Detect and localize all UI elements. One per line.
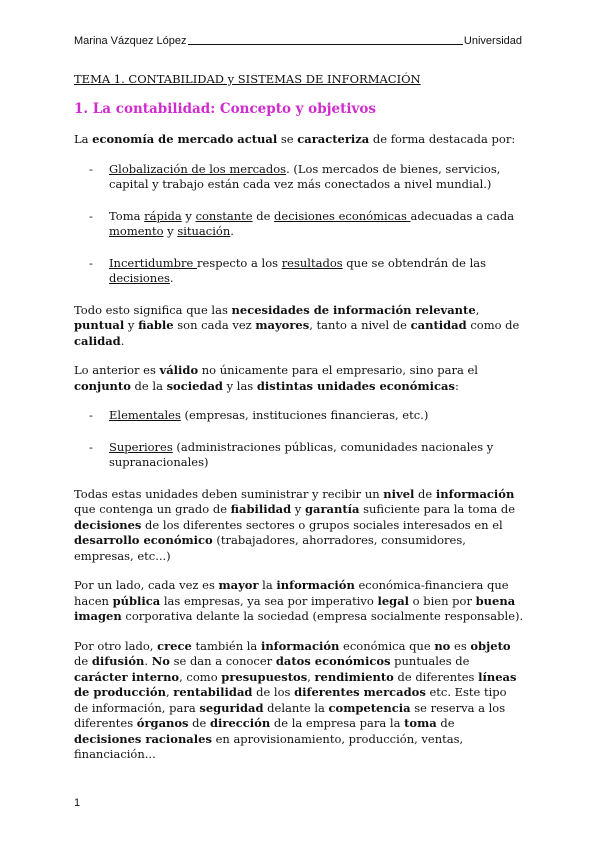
header-rule: [188, 44, 463, 45]
page-number: 1: [74, 797, 81, 809]
paragraph-intro: La economía de mercado actual se caracteriza de forma destacada por:: [74, 132, 516, 146]
header-institution: Universidad: [463, 35, 522, 47]
list-item: - Incertidumbre respecto a los resultados que se obtendrán de las decisiones.: [74, 256, 524, 287]
list-units: [74, 408, 524, 471]
section-title: 1. La contabilidad: Concepto y objetivos: [74, 100, 376, 117]
page-header: [74, 35, 522, 47]
list-item: - Toma rápida y constante de decisiones económicas adecuadas a cada momento y situación.: [74, 209, 524, 240]
paragraph-internal-information: Por otro lado, crece también la información económica que no es objeto de difusión. No se dan a conocer datos económicos puntuales de carácter interno, como presupuestos, rendimiento de diferentes líneas de producción, rentabilidad de los diferentes mercados etc. Este tipo de información, para seguridad delante la competencia se reserva a los diferentes órganos de dirección de la empresa para la toma de decisiones racionales en aprovisionamiento, producción, ventas, financiación...: [74, 638, 517, 761]
document-body: [74, 72, 524, 777]
list-features: [74, 162, 524, 287]
topic-title: TEMA 1. CONTABILIDAD y SISTEMAS DE INFORMACIÓN: [74, 72, 421, 86]
header-author: Marina Vázquez López: [74, 35, 187, 47]
paragraph-information-needs: Todo esto significa que las necesidades de información relevante, puntual y fiable son cada vez mayores, tanto a nivel de cantidad como de calidad.: [74, 302, 520, 348]
list-item: - Superiores (administraciones públicas, comunidades nacionales y supranacionales): [74, 440, 524, 471]
paragraph-public-information: Por un lado, cada vez es mayor la información económica-financiera que hacen pública las empresas, ya sea por imperativo legal o bien por buena imagen corporativa delante la sociedad (empresa socialmente responsable).: [74, 578, 524, 623]
list-item: - Elementales (empresas, instituciones financieras, etc.): [74, 408, 524, 424]
list-item: - Globalización de los mercados. (Los mercados de bienes, servicios, capital y trabajo están cada vez más conectados a nivel mundial.): [74, 162, 524, 193]
paragraph-information-level: Todas estas unidades deben suministrar y recibir un nivel de información que contenga un grado de fiabilidad y garantía suficiente para la toma de decisiones de los diferentes sectores o grupos sociales interesados en el desarrollo económico (trabajadores, ahorradores, consumidores, empresas, etc...): [74, 486, 516, 563]
paragraph-economic-units: Lo anterior es válido no únicamente para el empresario, sino para el conjunto de la sociedad y las distintas unidades económicas:: [74, 363, 478, 393]
